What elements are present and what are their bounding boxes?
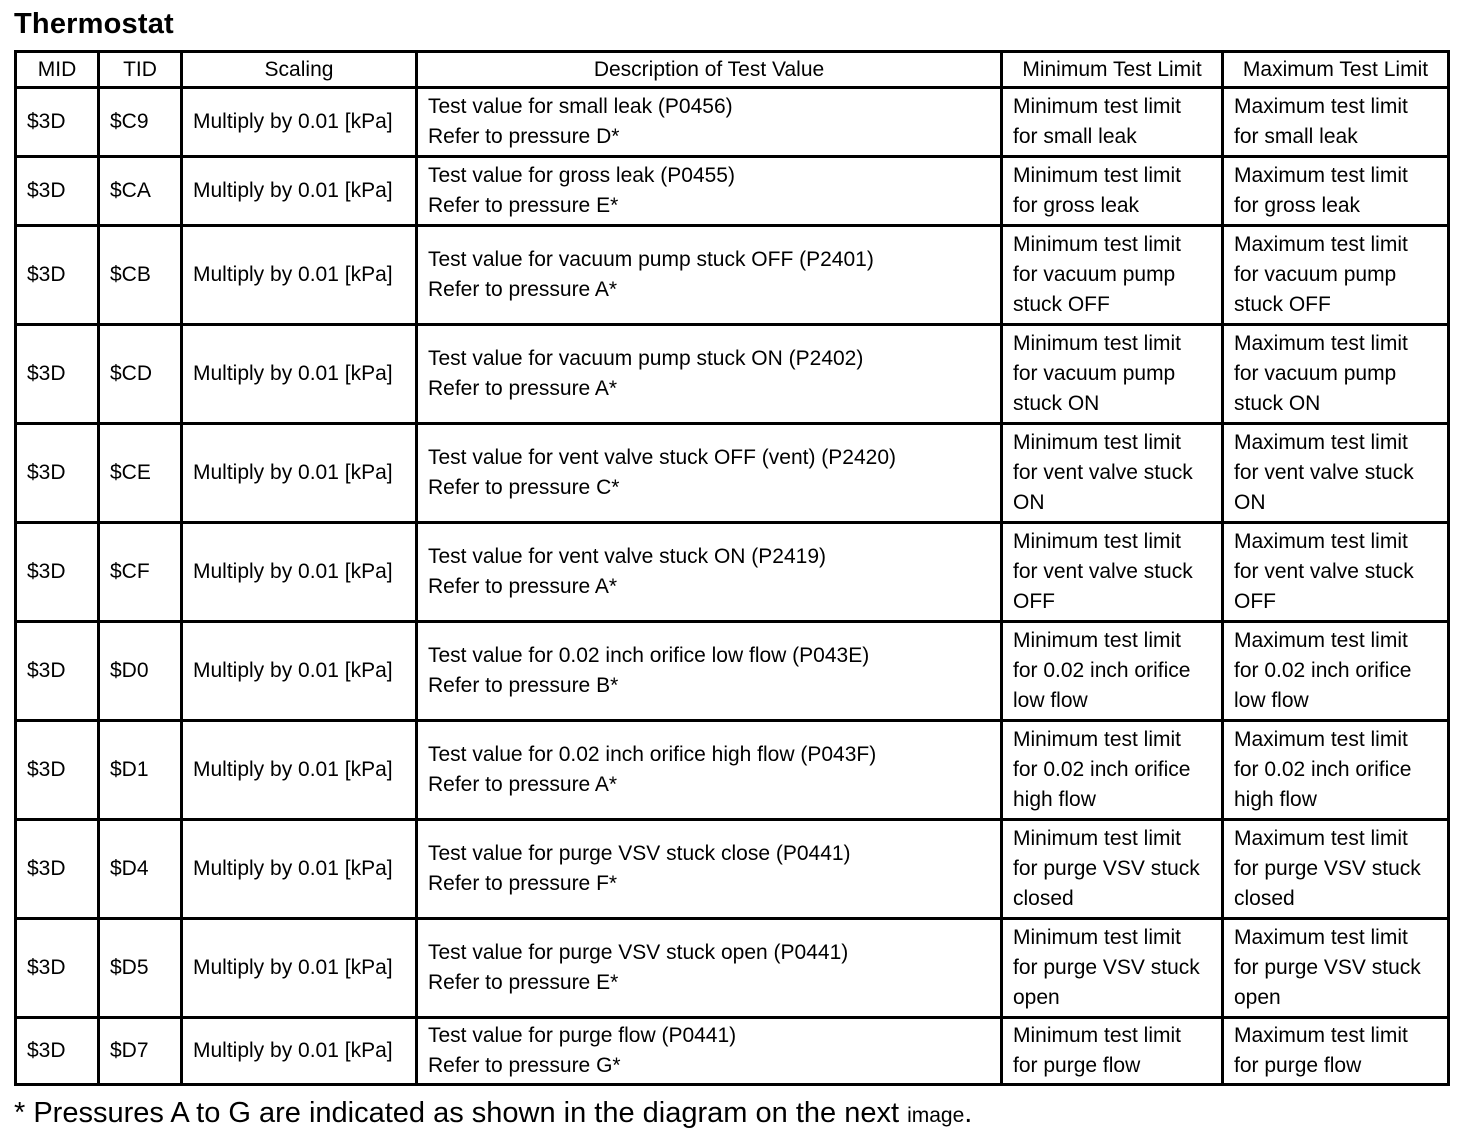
minimum-limit-cell <box>1002 226 1223 325</box>
minimum-limit-cell <box>1002 721 1223 820</box>
cell-text-line: Test value for 0.02 inch orifice high flow (P043F) <box>428 743 877 766</box>
mid-cell: $3D <box>16 721 99 820</box>
cell-text-line: Refer to pressure E* <box>428 194 619 217</box>
description-cell <box>417 88 1002 157</box>
cell-text-line: OFF <box>1234 590 1276 613</box>
test-value-table <box>14 50 1450 1086</box>
description-cell <box>417 721 1002 820</box>
scaling-cell: Multiply by 0.01 [kPa] <box>182 325 417 424</box>
maximum-limit-cell <box>1223 226 1449 325</box>
cell-text-line: for purge VSV stuck <box>1013 857 1200 880</box>
table-row <box>16 88 1449 157</box>
cell-text-line: Test value for vent valve stuck ON (P2419) <box>428 545 827 568</box>
minimum-limit-cell <box>1002 157 1223 226</box>
cell-text-line: Test value for vacuum pump stuck OFF (P2401) <box>428 248 874 271</box>
cell-text-line: low flow <box>1013 689 1088 712</box>
table-row <box>16 721 1449 820</box>
cell-text-line: Maximum test limit <box>1234 530 1408 553</box>
minimum-limit-cell <box>1002 622 1223 721</box>
cell-text-line: Minimum test limit <box>1013 332 1182 355</box>
cell-text-line: Minimum test limit <box>1013 164 1182 187</box>
cell-text-line: Maximum test limit <box>1234 1024 1408 1047</box>
cell-text-line: for vacuum pump <box>1234 263 1397 286</box>
cell-text-line: Maximum test limit <box>1234 728 1408 751</box>
cell-text-line: Test value for purge VSV stuck close (P0441) <box>428 842 851 865</box>
description-cell <box>417 157 1002 226</box>
cell-text-line: Maximum test limit <box>1234 164 1408 187</box>
cell-text-line: Refer to pressure A* <box>428 377 618 400</box>
mid-cell: $3D <box>16 1018 99 1085</box>
minimum-limit-cell <box>1002 1018 1223 1085</box>
cell-text-line: Test value for purge flow (P0441) <box>428 1024 737 1047</box>
description-cell <box>417 919 1002 1018</box>
table-row <box>16 820 1449 919</box>
cell-text-line: stuck OFF <box>1013 293 1110 316</box>
cell-text-line: Maximum test limit <box>1234 827 1408 850</box>
cell-text-line: Minimum test limit <box>1013 728 1182 751</box>
cell-text-line: Refer to pressure F* <box>428 872 618 895</box>
cell-text-line: Refer to pressure G* <box>428 1054 621 1077</box>
footnote-end: . <box>964 1097 973 1129</box>
maximum-limit-cell <box>1223 1018 1449 1085</box>
mid-cell: $3D <box>16 226 99 325</box>
cell-text-line: Test value for gross leak (P0455) <box>428 164 735 187</box>
cell-text-line: low flow <box>1234 689 1309 712</box>
description-cell <box>417 424 1002 523</box>
cell-text-line: for gross leak <box>1234 194 1361 217</box>
minimum-limit-cell <box>1002 325 1223 424</box>
tid-cell: $CE <box>99 424 182 523</box>
cell-text-line: Refer to pressure E* <box>428 971 619 994</box>
scaling-cell: Multiply by 0.01 [kPa] <box>182 424 417 523</box>
cell-text-line: Minimum test limit <box>1013 827 1182 850</box>
maximum-limit-cell <box>1223 919 1449 1018</box>
scaling-cell: Multiply by 0.01 [kPa] <box>182 919 417 1018</box>
cell-text-line: for 0.02 inch orifice <box>1013 758 1191 781</box>
description-cell <box>417 1018 1002 1085</box>
cell-text-line: Test value for vacuum pump stuck ON (P2402) <box>428 347 864 370</box>
cell-text-line: closed <box>1013 887 1074 910</box>
cell-text-line: Minimum test limit <box>1013 95 1182 118</box>
cell-text-line: for purge VSV stuck <box>1234 956 1421 979</box>
mid-cell: $3D <box>16 325 99 424</box>
cell-text-line: closed <box>1234 887 1295 910</box>
cell-text-line: Minimum test limit <box>1013 530 1182 553</box>
cell-text-line: Maximum test limit <box>1234 233 1408 256</box>
cell-text-line: Minimum test limit <box>1013 233 1182 256</box>
scaling-cell: Multiply by 0.01 [kPa] <box>182 226 417 325</box>
cell-text-line: stuck ON <box>1234 392 1321 415</box>
table-row <box>16 622 1449 721</box>
table-row <box>16 919 1449 1018</box>
cell-text-line: Refer to pressure A* <box>428 278 618 301</box>
cell-text-line: Maximum test limit <box>1234 431 1408 454</box>
cell-text-line: Maximum test limit <box>1234 332 1408 355</box>
scaling-cell: Multiply by 0.01 [kPa] <box>182 523 417 622</box>
cell-text-line: for 0.02 inch orifice <box>1013 659 1191 682</box>
cell-text-line: for purge VSV stuck <box>1234 857 1421 880</box>
tid-cell: $CA <box>99 157 182 226</box>
description-cell <box>417 820 1002 919</box>
cell-text-line: high flow <box>1234 788 1317 811</box>
table-row <box>16 1018 1449 1085</box>
table-row <box>16 226 1449 325</box>
tid-cell: $CF <box>99 523 182 622</box>
tid-cell: $C9 <box>99 88 182 157</box>
cell-text-line: Maximum test limit <box>1234 629 1408 652</box>
maximum-limit-cell <box>1223 157 1449 226</box>
page-title: Thermostat <box>14 8 174 40</box>
table-row <box>16 325 1449 424</box>
maximum-limit-cell <box>1223 523 1449 622</box>
cell-text-line: ON <box>1234 491 1266 514</box>
cell-text-line: Refer to pressure B* <box>428 674 619 697</box>
cell-text-line: Minimum test limit <box>1013 1024 1182 1047</box>
table-row <box>16 424 1449 523</box>
tid-cell: $D7 <box>99 1018 182 1085</box>
cell-text-line: stuck ON <box>1013 392 1100 415</box>
cell-text-line: for purge VSV stuck <box>1013 956 1200 979</box>
maximum-limit-cell <box>1223 325 1449 424</box>
cell-text-line: Maximum test limit <box>1234 926 1408 949</box>
minimum-limit-cell <box>1002 919 1223 1018</box>
cell-text-line: Maximum test limit <box>1234 95 1408 118</box>
cell-text-line: OFF <box>1013 590 1055 613</box>
description-cell <box>417 523 1002 622</box>
cell-text-line: for vent valve stuck <box>1234 461 1414 484</box>
scaling-cell: Multiply by 0.01 [kPa] <box>182 820 417 919</box>
cell-text-line: Minimum test limit <box>1013 629 1182 652</box>
column-header-description: Description of Test Value <box>417 52 1002 88</box>
column-header-tid: TID <box>99 52 182 88</box>
scaling-cell: Multiply by 0.01 [kPa] <box>182 157 417 226</box>
maximum-limit-cell <box>1223 424 1449 523</box>
minimum-limit-cell <box>1002 424 1223 523</box>
tid-cell: $D5 <box>99 919 182 1018</box>
mid-cell: $3D <box>16 820 99 919</box>
footnote-tail: image <box>907 1104 965 1127</box>
scaling-cell: Multiply by 0.01 [kPa] <box>182 88 417 157</box>
tid-cell: $CB <box>99 226 182 325</box>
mid-cell: $3D <box>16 88 99 157</box>
mid-cell: $3D <box>16 523 99 622</box>
cell-text-line: Test value for small leak (P0456) <box>428 95 733 118</box>
footnote-text: * Pressures A to G are indicated as shown in the diagram on the next <box>14 1097 908 1129</box>
cell-text-line: open <box>1013 986 1060 1009</box>
description-cell <box>417 226 1002 325</box>
mid-cell: $3D <box>16 919 99 1018</box>
cell-text-line: for small leak <box>1234 125 1358 148</box>
tid-cell: $D1 <box>99 721 182 820</box>
tid-cell: $CD <box>99 325 182 424</box>
cell-text-line: Refer to pressure A* <box>428 773 618 796</box>
cell-text-line: open <box>1234 986 1281 1009</box>
cell-text-line: Refer to pressure C* <box>428 476 620 499</box>
minimum-limit-cell <box>1002 820 1223 919</box>
scaling-cell: Multiply by 0.01 [kPa] <box>182 622 417 721</box>
cell-text-line: for vent valve stuck <box>1234 560 1414 583</box>
footnote <box>14 1093 972 1136</box>
table-row <box>16 157 1449 226</box>
cell-text-line: Refer to pressure A* <box>428 575 618 598</box>
description-cell <box>417 325 1002 424</box>
cell-text-line: Minimum test limit <box>1013 431 1182 454</box>
maximum-limit-cell <box>1223 721 1449 820</box>
tid-cell: $D4 <box>99 820 182 919</box>
mid-cell: $3D <box>16 157 99 226</box>
mid-cell: $3D <box>16 622 99 721</box>
cell-text-line: Test value for vent valve stuck OFF (vent) (P2420) <box>428 446 897 469</box>
cell-text-line: for vacuum pump <box>1013 362 1176 385</box>
cell-text-line: for vent valve stuck <box>1013 461 1193 484</box>
cell-text-line: Refer to pressure D* <box>428 125 620 148</box>
scaling-cell: Multiply by 0.01 [kPa] <box>182 1018 417 1085</box>
table-header-row <box>16 52 1449 88</box>
cell-text-line: Test value for purge VSV stuck open (P0441) <box>428 941 849 964</box>
cell-text-line: stuck OFF <box>1234 293 1331 316</box>
maximum-limit-cell <box>1223 88 1449 157</box>
column-header-scaling: Scaling <box>182 52 417 88</box>
cell-text-line: ON <box>1013 491 1045 514</box>
column-header-mid: MID <box>16 52 99 88</box>
maximum-limit-cell <box>1223 622 1449 721</box>
maximum-limit-cell <box>1223 820 1449 919</box>
cell-text-line: for vacuum pump <box>1234 362 1397 385</box>
cell-text-line: for vacuum pump <box>1013 263 1176 286</box>
scaling-cell: Multiply by 0.01 [kPa] <box>182 721 417 820</box>
cell-text-line: Minimum test limit <box>1013 926 1182 949</box>
cell-text-line: for small leak <box>1013 125 1137 148</box>
table-row <box>16 523 1449 622</box>
cell-text-line: for purge flow <box>1234 1054 1362 1077</box>
cell-text-line: high flow <box>1013 788 1096 811</box>
cell-text-line: for gross leak <box>1013 194 1140 217</box>
table-body <box>16 88 1449 1085</box>
cell-text-line: for 0.02 inch orifice <box>1234 758 1412 781</box>
mid-cell: $3D <box>16 424 99 523</box>
column-header-maximum-limit: Maximum Test Limit <box>1223 52 1449 88</box>
cell-text-line: Test value for 0.02 inch orifice low flow (P043E) <box>428 644 870 667</box>
column-header-minimum-limit: Minimum Test Limit <box>1002 52 1223 88</box>
description-cell <box>417 622 1002 721</box>
minimum-limit-cell <box>1002 523 1223 622</box>
cell-text-line: for purge flow <box>1013 1054 1141 1077</box>
tid-cell: $D0 <box>99 622 182 721</box>
cell-text-line: for 0.02 inch orifice <box>1234 659 1412 682</box>
minimum-limit-cell <box>1002 88 1223 157</box>
cell-text-line: for vent valve stuck <box>1013 560 1193 583</box>
